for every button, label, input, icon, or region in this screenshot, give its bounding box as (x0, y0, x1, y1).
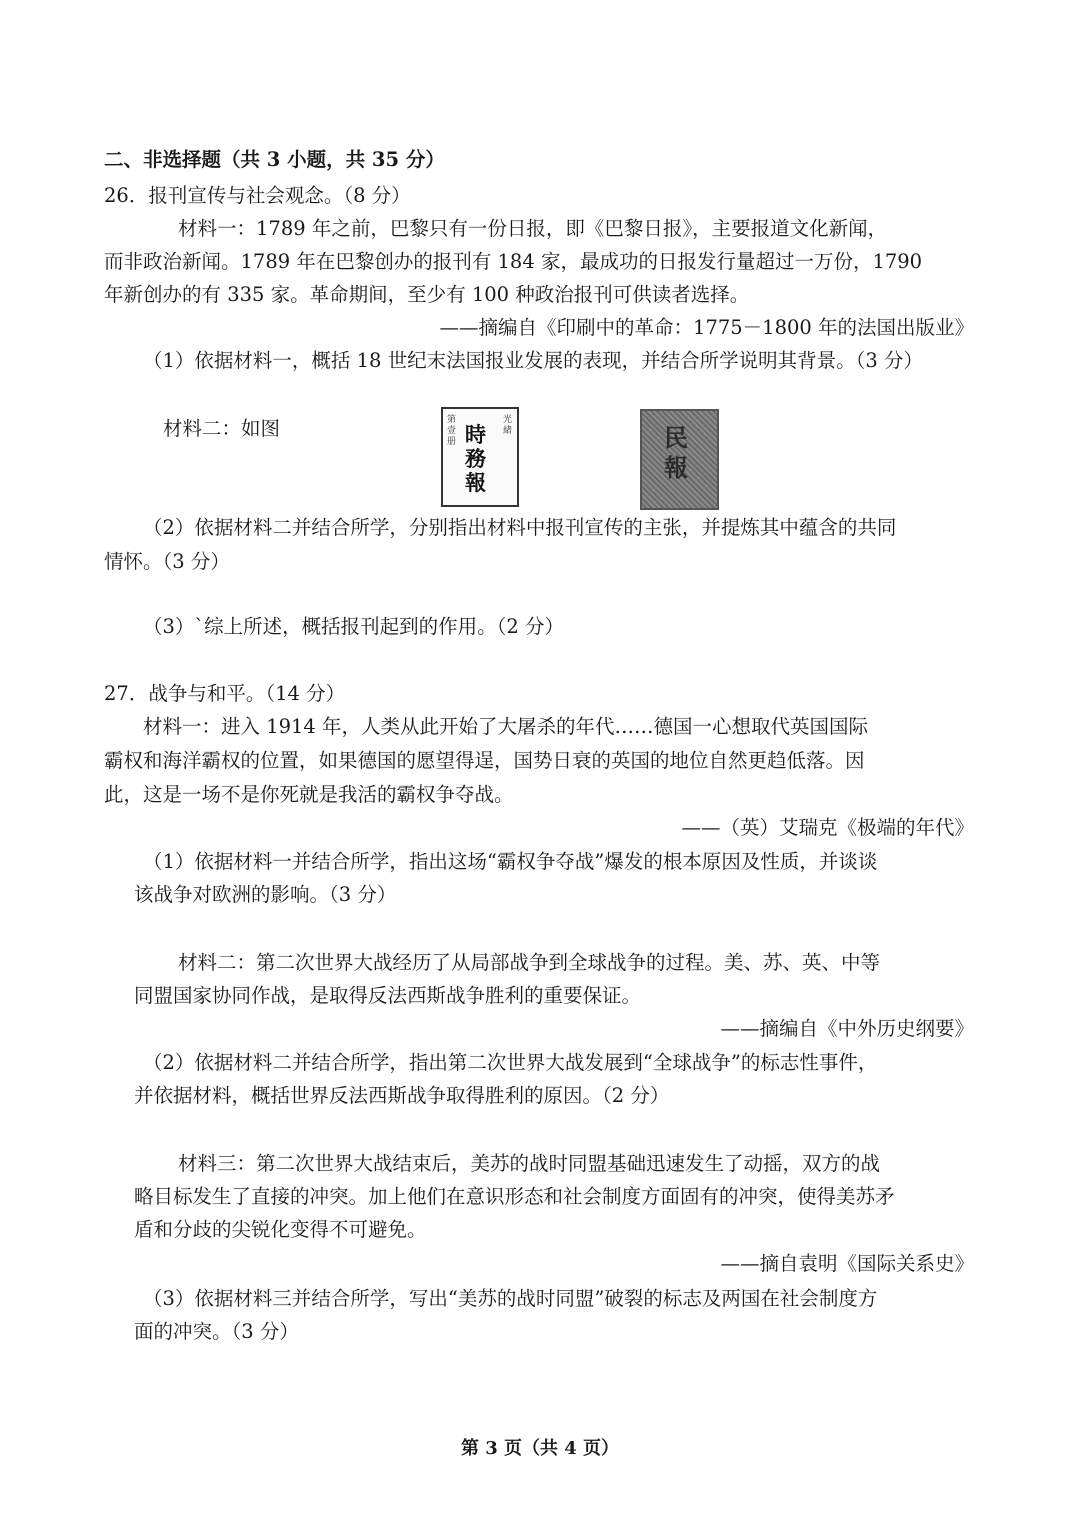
q27-question3-line1: （3）依据材料三并结合所学，写出“美苏的战时同盟”破裂的标志及两国在社会制度方 (143, 1287, 878, 1310)
q27-question1-line2: 该战争对欧洲的影响。（3 分） (134, 883, 397, 906)
q27-material3-line2: 略目标发生了直接的冲突。加上他们在意识形态和社会制度方面固有的冲突，使得美苏矛 (134, 1185, 895, 1208)
section-heading: 二、非选择题（共 3 小题，共 35 分） (104, 148, 445, 171)
newspaper-side-text: 第壹册 (447, 415, 457, 447)
q27-material1-line1: 材料一：进入 1914 年，人类从此开始了大屠杀的年代……德国一心想取代英国国际 (143, 715, 869, 738)
q26-question3: （3）`综上所述，概括报刊起到的作用。（2 分） (143, 615, 565, 638)
q27-question1-line1: （1）依据材料一并结合所学，指出这场“霸权争夺战”爆发的根本原因及性质，并谈谈 (143, 850, 878, 873)
newspaper-image-minbao (640, 409, 719, 510)
q26-material1-line3: 年新创办的有 335 家。革命期间，至少有 100 种政治报刊可供读者选择。 (104, 283, 750, 306)
q27-source2: ——摘编自《中外历史纲要》 (720, 1017, 974, 1040)
q27-material2-line1: 材料二：第二次世界大战经历了从局部战争到全球战争的过程。美、苏、英、中等 (178, 951, 881, 974)
q27-material1-line3: 此，这是一场不是你死就是我活的霸权争夺战。 (104, 783, 514, 806)
q27-question2-line1: （2）依据材料二并结合所学，指出第二次世界大战发展到“全球战争”的标志性事件， (143, 1051, 878, 1074)
newspaper-masthead: 民報 (664, 423, 688, 482)
q26-source1: ——摘编自《印刷中的革命：1775－1800 年的法国出版业》 (439, 316, 974, 339)
q26-title: 26．报刊宣传与社会观念。（8 分） (104, 184, 411, 207)
q27-title: 27．战争与和平。（14 分） (104, 682, 346, 705)
page-footer: 第 3 页（共 4 页） (460, 1438, 620, 1459)
newspaper-side-text: 光緒 (503, 415, 513, 436)
q27-material3-line1: 材料三：第二次世界大战结束后，美苏的战时同盟基础迅速发生了动摇，双方的战 (178, 1152, 881, 1175)
newspaper-image-shiwubao (441, 407, 519, 507)
q26-question2-line1: （2）依据材料二并结合所学，分别指出材料中报刊宣传的主张，并提炼其中蕴含的共同 (143, 516, 897, 539)
q27-source1: ——（英）艾瑞克《极端的年代》 (681, 816, 974, 839)
q27-material2-line2: 同盟国家协同作战，是取得反法西斯战争胜利的重要保证。 (134, 984, 642, 1007)
newspaper-masthead: 時務報 (465, 422, 486, 495)
q27-question2-line2: 并依据材料，概括世界反法西斯战争取得胜利的原因。（2 分） (134, 1084, 670, 1107)
q26-question1: （1）依据材料一，概括 18 世纪末法国报业发展的表现，并结合所学说明其背景。（3 分） (143, 349, 923, 372)
q27-material1-line2: 霸权和海洋霸权的位置，如果德国的愿望得逞，国势日衰的英国的地位自然更趋低落。因 (104, 749, 865, 772)
q26-material1-line2: 而非政治新闻。1789 年在巴黎创办的报刊有 184 家，最成功的日报发行量超过一万份，1790 (104, 250, 923, 273)
q27-source3: ——摘自袁明《国际关系史》 (720, 1252, 974, 1275)
q26-material2-label: 材料二：如图 (163, 417, 281, 440)
q26-question2-line2: 情怀。（3 分） (104, 550, 230, 573)
q26-material1-line1: 材料一：1789 年之前，巴黎只有一份日报，即《巴黎日报》，主要报道文化新闻， (178, 217, 888, 240)
q27-material3-line3: 盾和分歧的尖锐化变得不可避免。 (134, 1218, 427, 1241)
q27-question3-line2: 面的冲突。（3 分） (134, 1320, 299, 1343)
